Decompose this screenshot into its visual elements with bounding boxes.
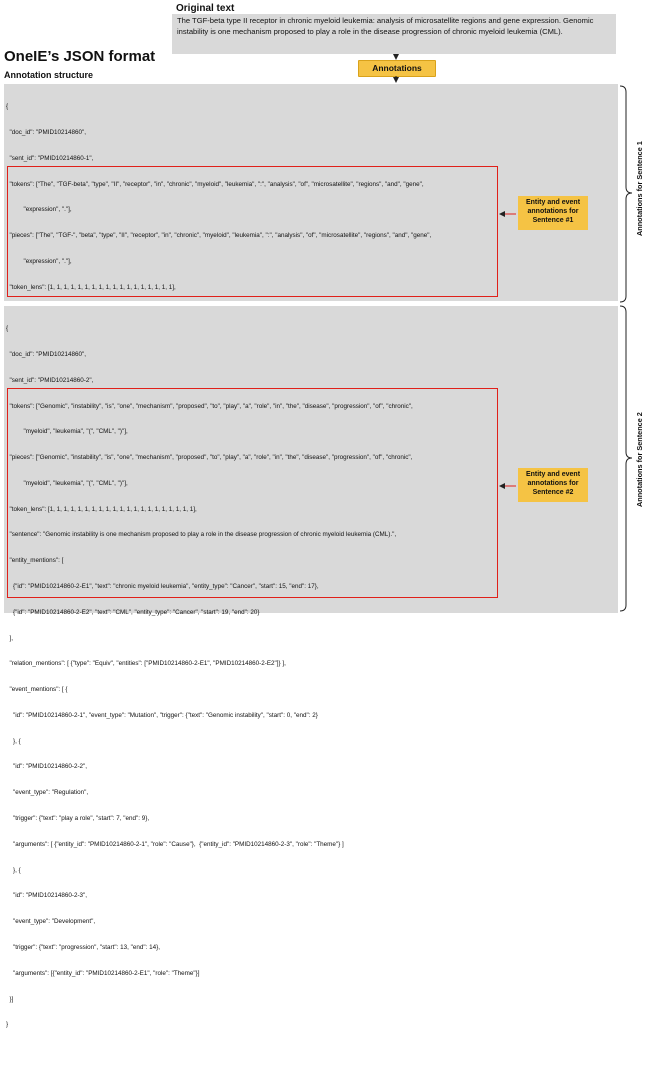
s1-line: "token_lens": [1, 1, 1, 1, 1, 1, 1, 1, 1, 1, 1, 1, 1, 1, 1, 1, 1, 1], [6, 283, 176, 291]
s2-line: "sent_id": "PMID10214860-2", [6, 376, 94, 384]
s2-line: }] [6, 995, 14, 1003]
s1-line: "expression", "."], [6, 206, 72, 214]
sentence2-brace-icon [620, 306, 632, 611]
sentence1-brace-icon [620, 86, 632, 302]
annotations-label-box: Annotations [358, 60, 436, 77]
s2-line: "token_lens": [1, 1, 1, 1, 1, 1, 1, 1, 1, 1, 1, 1, 1, 1, 1, 1, 1, 1, 1, 1, 1], [6, 505, 197, 513]
s2-line: "arguments": [{"entity_id": "PMID10214860-2-E1", "role": "Theme"}] [6, 969, 200, 977]
sentence2-note: Entity and event annotations for Sentence #2 [518, 468, 588, 502]
sentence2-side-label: Annotations for Sentence 2 [635, 412, 644, 507]
s2-line: { [6, 325, 9, 333]
s2-line: "event_type": "Development", [6, 918, 96, 926]
s2-line: "id": "PMID10214860-2-3", [6, 892, 88, 900]
s2-line: {"id": "PMID10214860-2-E2", "text": "CML", "entity_type": "Cancer", "start": 19, "end": 20} [6, 608, 260, 616]
s2-line: "id": "PMID10214860-2-1", "event_type": "Mutation", "trigger": {"text": "Genomic instability", "start": 0, "end": 2} [6, 711, 318, 719]
page-title: OneIE’s JSON format [4, 48, 156, 65]
s2-line: "event_mentions": [ { [6, 686, 68, 694]
s2-line: "sentence": "Genomic instability is one mechanism proposed to play a role in the disease progression of chronic myeloid leukemia (CML).", [6, 531, 397, 539]
s2-line: "tokens": ["Genomic", "instability", "is", "one", "mechanism", "proposed", "to", "play", "a", "role", "in", "the", "disease", "progression", "of", "chronic", [6, 402, 413, 410]
sentence1-side-label: Annotations for Sentence 1 [635, 141, 644, 236]
s1-line: "pieces": ["The", "TGF-", "beta", "type", "II", "receptor", "in", "chronic", "myeloid", "leukemia", ":", "analysis", "of", "microsatellite", "regions", "and", "gene", [6, 232, 432, 240]
s2-line: "pieces": ["Genomic", "instability", "is", "one", "mechanism", "proposed", "to", "play", "a", "role", "in", "the", "disease", "progression", "of", "chronic", [6, 454, 413, 462]
s2-line: "event_type": "Regulation", [6, 789, 89, 797]
s2-line: } [6, 1021, 9, 1029]
s1-line: "doc_id": "PMID10214860", [6, 128, 87, 136]
s2-line: }, { [6, 737, 21, 745]
s2-line: {"id": "PMID10214860-2-E1", "text": "chronic myeloid leukemia", "entity_type": "Cancer", "start": 15, "end": 17}, [6, 583, 319, 590]
s2-line: ], [6, 634, 13, 642]
s1-line: { [6, 103, 9, 111]
page-subtitle: Annotation structure [4, 70, 93, 80]
s2-line: "trigger": {"text": "progression", "start": 13, "end": 14}, [6, 943, 160, 951]
s1-line: "expression", "."], [6, 257, 72, 265]
sentence1-note: Entity and event annotations for Sentence #1 [518, 196, 588, 230]
s2-line: "id": "PMID10214860-2-2", [6, 763, 88, 771]
original-text-box: The TGF-beta type II receptor in chronic myeloid leukemia: analysis of microsatellite regions and gene expression. Genomic instability is one mechanism proposed to play a role in the disease progression of chronic myeloid leukemia (CML). [172, 14, 616, 54]
s2-line: "relation_mentions": [ {"type": "Equiv", "entities": ["PMID10214860-2-E1", "PMID10214860-2-E2"]} ], [6, 660, 286, 668]
s1-line: "tokens": ["The", "TGF-beta", "type", "II", "receptor", "in", "chronic", "myeloid", "leukemia", ":", "analysis", "of", "microsatellite", "regions", "and", "gene", [6, 180, 424, 188]
s2-line: "doc_id": "PMID10214860", [6, 350, 87, 358]
s1-line: "sent_id": "PMID10214860-1", [6, 154, 94, 162]
s2-line: "entity_mentions": [ [6, 557, 64, 565]
s2-line: }, { [6, 866, 21, 874]
s2-line: "arguments": [ {"entity_id": "PMID10214860-2-1", "role": "Cause"}, {"entity_id": "PMID10214860-2-3", "role": "Theme"} ] [6, 840, 344, 848]
s2-line: "myeloid", "leukemia", "(", "CML", ")"], [6, 428, 128, 436]
original-text-label: Original text [176, 3, 235, 14]
s2-line: "myeloid", "leukemia", "(", "CML", ")"], [6, 479, 128, 487]
s2-line: "trigger": {"text": "play a role", "start": 7, "end": 9}, [6, 815, 150, 823]
